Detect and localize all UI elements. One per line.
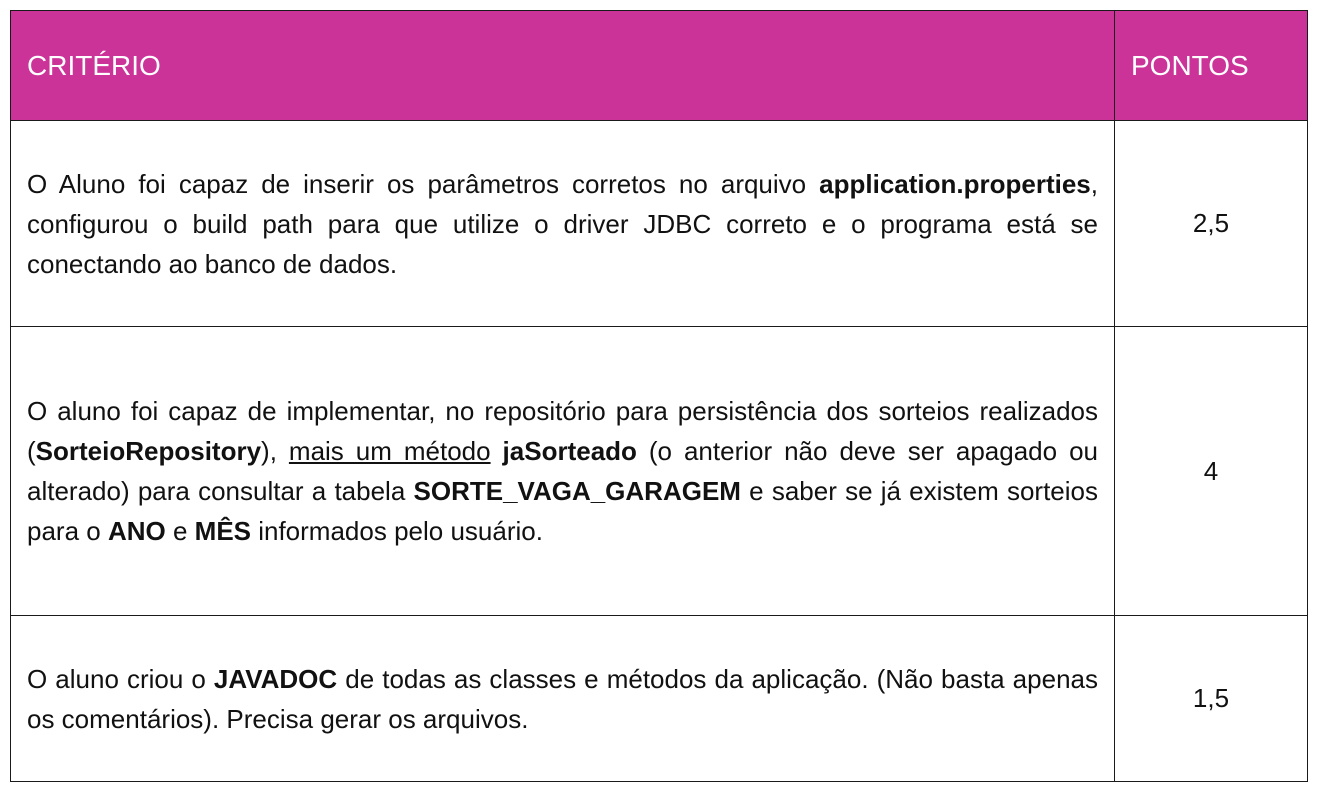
criterion-text: informados pelo usuário. [251, 516, 543, 546]
table-row [11, 616, 1308, 782]
table-header-row [11, 11, 1308, 121]
criterion-cell [11, 327, 1115, 616]
criterion-cell [11, 616, 1115, 782]
criterion-text: e saber se já existem sorteios para o [27, 476, 1099, 546]
criterion-text: (o anterior não deve ser apagado ou alterado) para consultar a tabela [27, 436, 1098, 506]
points-cell: 1,5 [1115, 616, 1308, 782]
pontos-header: PONTOS [1115, 11, 1308, 121]
criterion-text [491, 436, 503, 466]
criterio-header: CRITÉRIO [11, 11, 1115, 121]
criterion-text: O Aluno foi capaz de inserir os parâmetros corretos no arquivo [27, 168, 820, 199]
criteria-table [10, 10, 1308, 782]
table-name: SORTE_VAGA_GARAGEM [413, 476, 741, 506]
class-name: SorteioRepository [35, 436, 262, 466]
criterion-text: , configurou o build path para que utilize o driver JDBC correto e o programa está se conectando ao banco de dados. [27, 168, 1098, 279]
criterion-text: O aluno foi capaz de implementar, no repositório para persistência dos sorteios realizados ( [27, 396, 1098, 466]
points-cell: 4 [1115, 327, 1308, 616]
mes-keyword: MÊS [194, 516, 251, 546]
criterion-cell [11, 121, 1115, 327]
criterion-text: de todas as classes e métodos da aplicação. (Não basta apenas os comentários). Precisa gerar os arquivos. [27, 663, 1098, 734]
points-cell: 2,5 [1115, 121, 1308, 327]
javadoc-keyword: JAVADOC [213, 663, 338, 694]
ano-keyword: ANO [107, 516, 166, 546]
method-name: jaSorteado [502, 436, 637, 466]
table-row [11, 327, 1308, 616]
criterion-text: O aluno criou o [27, 663, 214, 694]
file-name: application.properties [819, 168, 1091, 199]
criterion-text: e [165, 516, 195, 546]
criterion-text: ), [261, 436, 289, 466]
table-row [11, 121, 1308, 327]
underlined-text: mais um método [288, 436, 491, 466]
